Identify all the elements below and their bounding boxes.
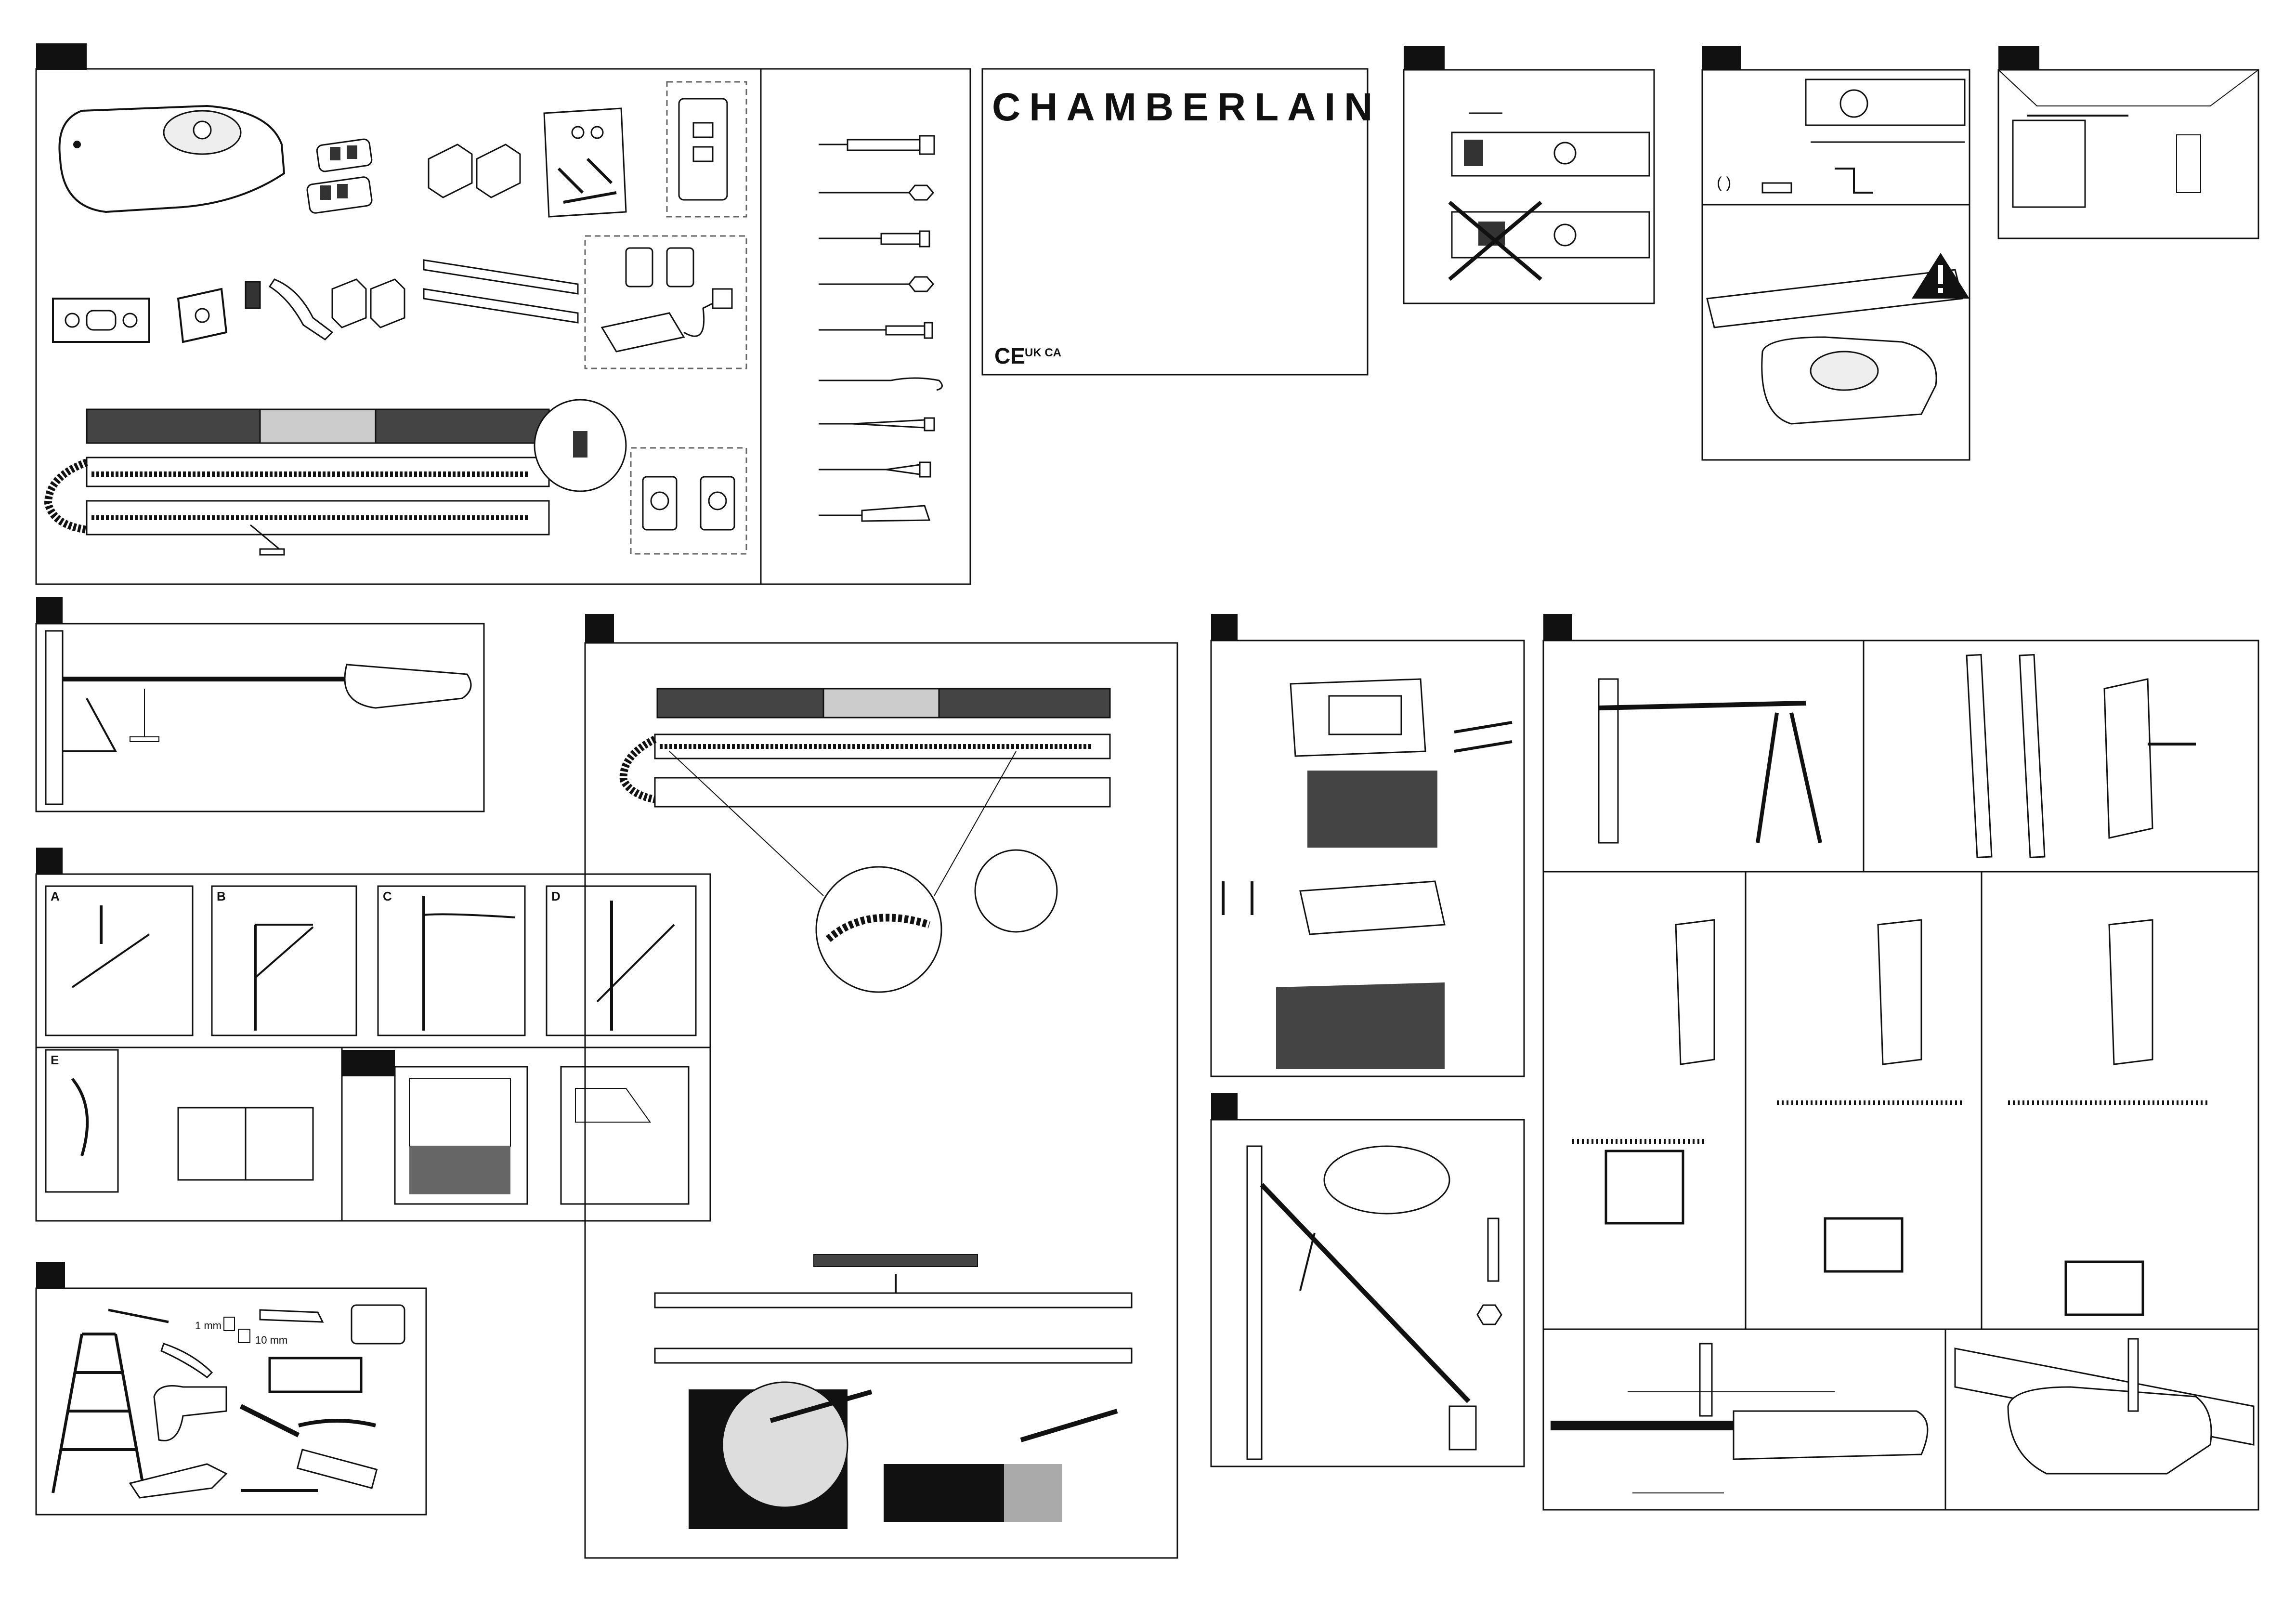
bolt-callout: ( ): [1717, 174, 1732, 191]
cable-tie-detail: [975, 850, 1057, 932]
door-type-d: [547, 886, 696, 1035]
power-drill: [154, 1386, 226, 1441]
mount-config-2: [1777, 920, 1965, 1271]
wrench: [299, 1421, 376, 1426]
svg-text:B: B: [217, 889, 226, 903]
tools-panel: [36, 1262, 426, 1515]
contents-panel: [36, 43, 970, 584]
drill-bit-small-label: 1 mm: [195, 1320, 222, 1332]
hammer: [130, 1464, 226, 1498]
drill-bit-large-label: 10 mm: [255, 1334, 288, 1346]
hacksaw: [270, 1358, 361, 1392]
step-marker: [36, 848, 63, 874]
step-marker: [1702, 46, 1741, 70]
svg-text:D: D: [551, 889, 561, 903]
door-type-e: [46, 1050, 313, 1192]
step-marker: [585, 614, 614, 643]
garage-overview-panel: [1998, 46, 2258, 238]
motor-unit: [59, 106, 284, 212]
side-view-panel: [36, 597, 484, 811]
pliers: [161, 1344, 212, 1377]
hardware-bag: [544, 108, 626, 217]
wall-plugs: [241, 1406, 299, 1435]
step-marker: [1543, 614, 1572, 641]
door-type-a: [46, 886, 193, 1035]
brand-logo: CHAMBERLAIN: [992, 85, 1382, 129]
mount-config-1: [1572, 920, 1714, 1223]
curved-door-arm: [270, 279, 332, 340]
photo-eyes: [631, 448, 746, 554]
svg-text:A: A: [51, 889, 60, 903]
door-type-b: [212, 886, 356, 1035]
wall-console: [667, 82, 746, 217]
step-marker: [1404, 46, 1445, 70]
pencil: [108, 1310, 169, 1322]
step-marker: [36, 43, 87, 70]
carriage-lock-panel: [1404, 46, 1654, 303]
ceiling-mount-panel: [1543, 614, 2258, 1510]
latch-detail: [1324, 1146, 1449, 1214]
ukca-mark: UK CA: [1025, 346, 1061, 359]
sectional-door-illustration: [342, 1050, 689, 1204]
step-marker: [342, 1050, 395, 1076]
svg-text:E: E: [51, 1053, 59, 1067]
spirit-level: [298, 1450, 377, 1488]
svg-text:C: C: [383, 889, 392, 903]
step-marker: [1998, 46, 2039, 70]
perforated-straps: [424, 260, 578, 323]
step-marker: [36, 1262, 65, 1288]
mount-config-3: [2008, 920, 2210, 1315]
motor-mount-panel: [1702, 46, 1970, 460]
chain-detail: [816, 867, 941, 992]
door-arm-panel: [1211, 1093, 1524, 1466]
brand-panel: [982, 69, 1381, 375]
panel-frame: [36, 624, 484, 811]
header-bracket: [178, 289, 226, 342]
ratchet: [260, 1310, 323, 1322]
ladder: [53, 1334, 144, 1493]
door-types-panel: [36, 848, 710, 1221]
mounting-brackets: [429, 144, 520, 197]
step-marker: [1211, 614, 1238, 641]
spacer: [246, 282, 260, 308]
step-marker: [1211, 1093, 1238, 1120]
tape-measure: [352, 1305, 404, 1344]
door-type-c: [378, 886, 525, 1035]
hardware-list: [819, 136, 942, 521]
step-marker: [36, 597, 63, 624]
door-bracket-plate: [53, 299, 149, 342]
power-supply: [585, 236, 746, 368]
hanging-brackets: [332, 279, 404, 327]
ce-mark: CE: [994, 343, 1025, 368]
rail-assembly: [48, 400, 626, 555]
remote-controls: [306, 139, 372, 214]
header-mount-panel: [1211, 614, 1524, 1076]
